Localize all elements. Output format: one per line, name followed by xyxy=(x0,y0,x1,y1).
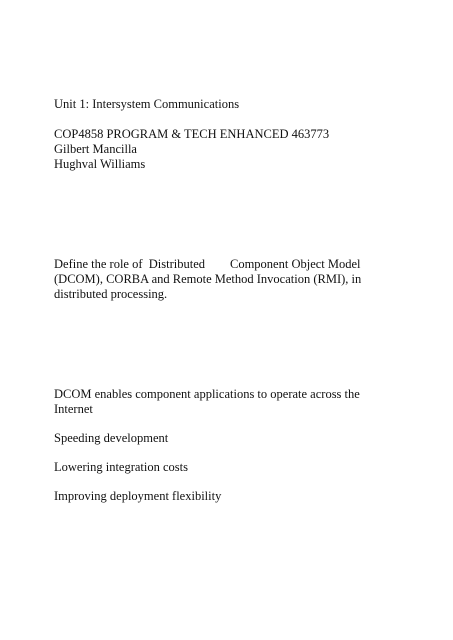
unit-title: Unit 1: Intersystem Communications xyxy=(54,97,240,111)
author-2: Hughval Williams xyxy=(54,157,146,171)
question-line-1: Define the role of Distributed Component Object Model xyxy=(54,257,361,271)
point-2: Lowering integration costs xyxy=(54,460,188,474)
course-line: COP4858 PROGRAM & TECH ENHANCED 463773 xyxy=(54,127,330,141)
point-1: Speeding development xyxy=(54,431,169,445)
question-line-2: (DCOM), CORBA and Remote Method Invocation (RMI), in xyxy=(54,272,362,286)
point-3: Improving deployment flexibility xyxy=(54,489,222,503)
author-1: Gilbert Mancilla xyxy=(54,142,137,156)
question-line-3: distributed processing. xyxy=(54,287,168,301)
answer-line-2: Internet xyxy=(54,402,93,416)
answer-line-1: DCOM enables component applications to operate across the xyxy=(54,387,360,401)
